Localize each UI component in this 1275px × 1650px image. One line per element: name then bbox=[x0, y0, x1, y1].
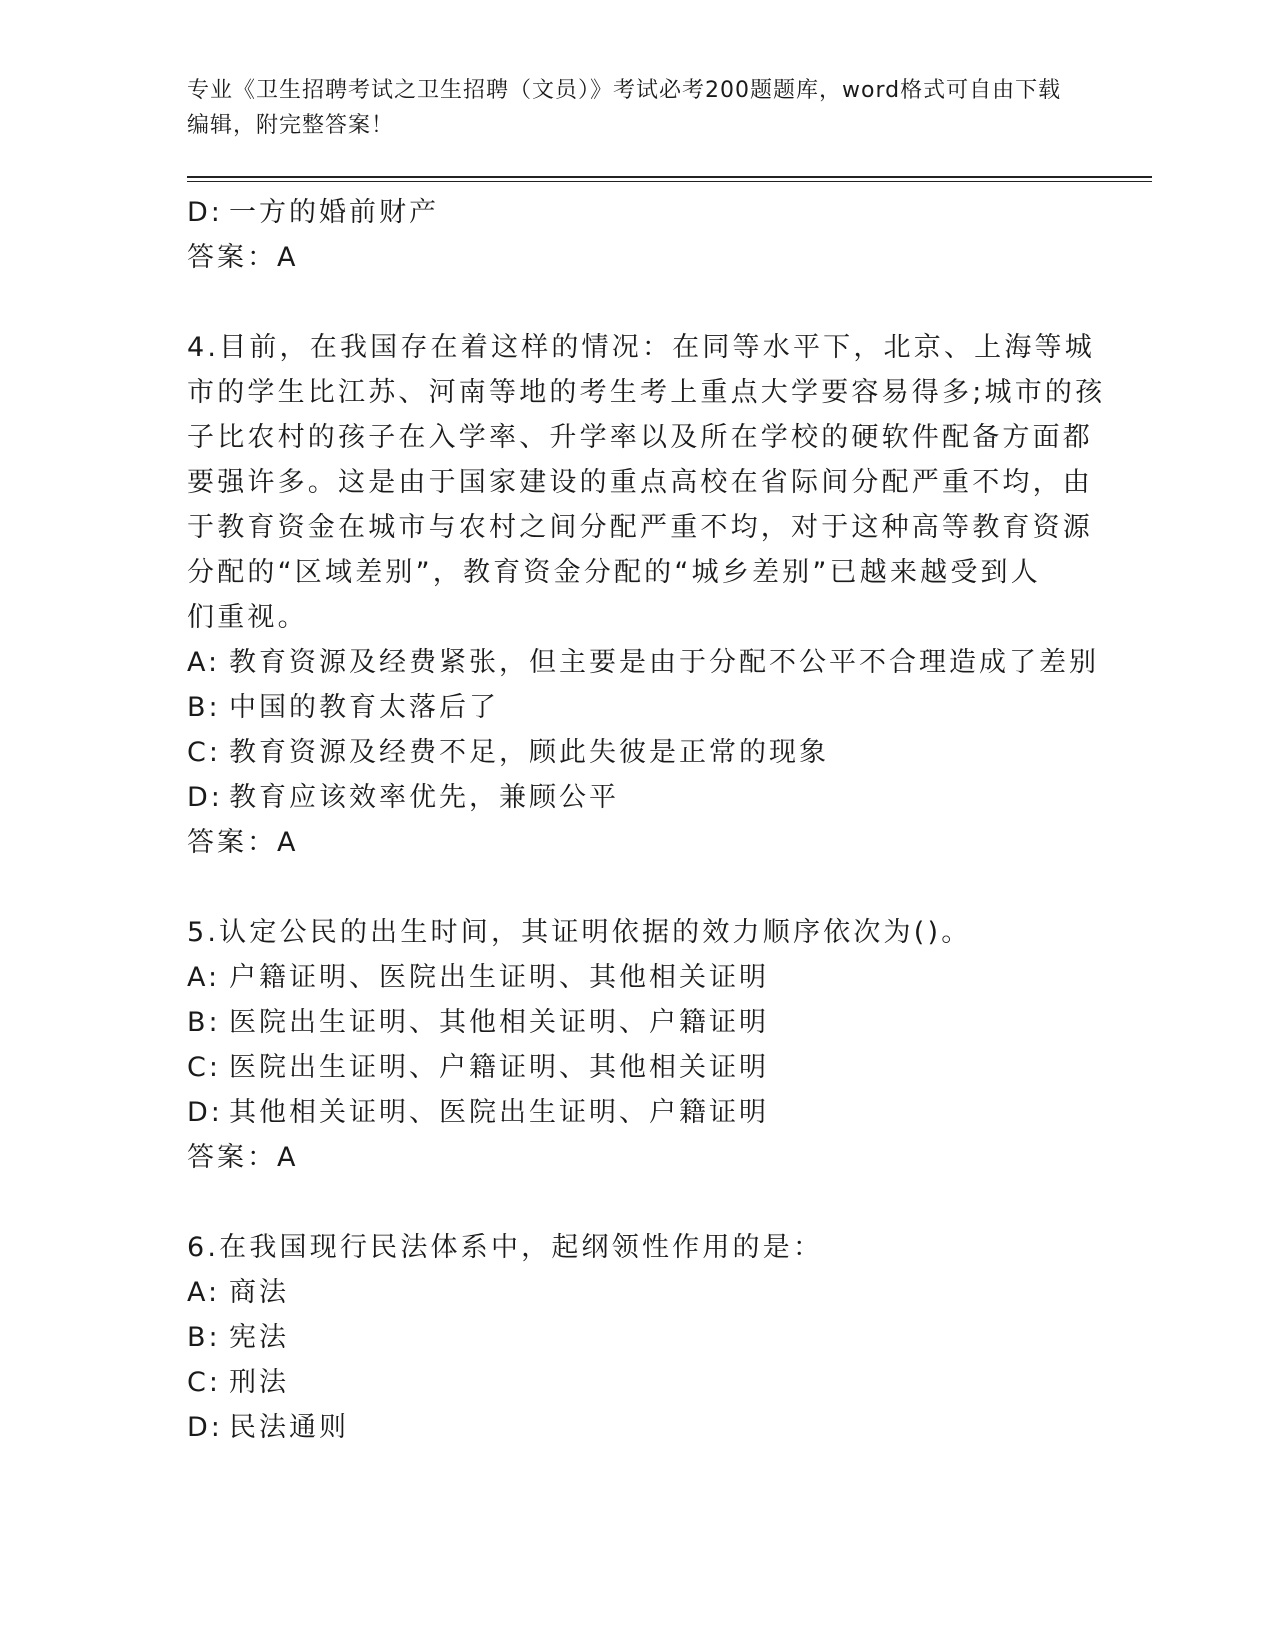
option-letter: B: bbox=[187, 1007, 221, 1038]
option-a bbox=[187, 640, 1099, 685]
option-d bbox=[187, 775, 1087, 820]
option-a bbox=[187, 1270, 1087, 1315]
option-b bbox=[187, 1000, 1087, 1045]
header-divider bbox=[187, 176, 1152, 178]
stem-line: 6.在我国现行民法体系中，起纲领性作用的是： bbox=[187, 1232, 824, 1263]
option-text: 其他相关证明、医院出生证明、户籍证明 bbox=[229, 1097, 769, 1128]
option-letter: C: bbox=[187, 737, 221, 768]
stem-line: 5.认定公民的出生时间，其证明依据的效力顺序依次为()。 bbox=[187, 917, 972, 948]
option-letter: A: bbox=[187, 1277, 221, 1308]
stem-line: 于教育资金在城市与农村之间分配严重不均，对于这种高等教育资源 bbox=[187, 512, 1093, 543]
option-text: 教育资源及经费紧张，但主要是由于分配不公平不合理造成了差别 bbox=[229, 647, 1099, 678]
option-letter: D: bbox=[187, 1412, 223, 1443]
stem-line: 要强许多。这是由于国家建设的重点高校在省际间分配严重不均，由 bbox=[187, 467, 1093, 498]
stem-line: 4.目前，在我国存在着这样的情况：在同等水平下，北京、上海等城 bbox=[187, 332, 1095, 363]
question-5 bbox=[187, 910, 1087, 1180]
option-text: 教育应该效率优先，兼顾公平 bbox=[229, 782, 619, 813]
option-a bbox=[187, 955, 1087, 1000]
option-d bbox=[187, 1090, 1087, 1135]
question-content bbox=[187, 190, 1106, 1450]
stem-line: 子比农村的孩子在入学率、升学率以及所在学校的硬软件配备方面都 bbox=[187, 422, 1093, 453]
prev-question bbox=[187, 190, 1087, 280]
option-b bbox=[187, 1315, 1087, 1360]
option-text: 刑法 bbox=[229, 1367, 289, 1398]
option-letter: B: bbox=[187, 1322, 221, 1353]
option-text: 宪法 bbox=[229, 1322, 289, 1353]
option-letter: C: bbox=[187, 1367, 221, 1398]
question-6 bbox=[187, 1225, 1087, 1450]
question-stem bbox=[187, 910, 1087, 955]
option-d bbox=[187, 190, 1087, 235]
answer: 答案：A bbox=[187, 1142, 299, 1173]
option-text: 户籍证明、医院出生证明、其他相关证明 bbox=[229, 962, 769, 993]
question-4 bbox=[187, 325, 1106, 865]
question-stem bbox=[187, 1225, 1087, 1270]
option-letter: B: bbox=[187, 692, 221, 723]
question-stem bbox=[187, 325, 1106, 640]
option-d bbox=[187, 1405, 1087, 1450]
answer: 答案：A bbox=[187, 242, 299, 273]
document-header: 专业《卫生招聘考试之卫生招聘（文员）》考试必考200题题库，word格式可自由下载编辑，附完整答案！ bbox=[187, 78, 1062, 138]
option-text: 医院出生证明、户籍证明、其他相关证明 bbox=[229, 1052, 769, 1083]
option-c bbox=[187, 1360, 1087, 1405]
option-c bbox=[187, 1045, 1087, 1090]
option-text: 教育资源及经费不足，顾此失彼是正常的现象 bbox=[229, 737, 829, 768]
answer: 答案：A bbox=[187, 827, 299, 858]
option-text: 一方的婚前财产 bbox=[229, 197, 439, 228]
option-b bbox=[187, 685, 1087, 730]
stem-line: 市的学生比江苏、河南等地的考生考上重点大学要容易得多;城市的孩 bbox=[187, 377, 1106, 408]
option-text: 商法 bbox=[229, 1277, 289, 1308]
option-text: 民法通则 bbox=[229, 1412, 349, 1443]
option-text: 中国的教育太落后了 bbox=[229, 692, 499, 723]
stem-line: 分配的“区域差别”，教育资金分配的“城乡差别”已越来越受到人 bbox=[187, 557, 1041, 588]
option-c bbox=[187, 730, 1087, 775]
option-letter: C: bbox=[187, 1052, 221, 1083]
option-letter: D: bbox=[187, 782, 223, 813]
option-letter: A: bbox=[187, 962, 221, 993]
option-letter: D: bbox=[187, 1097, 223, 1128]
option-letter: A: bbox=[187, 647, 221, 678]
option-letter: D: bbox=[187, 197, 223, 228]
option-text: 医院出生证明、其他相关证明、户籍证明 bbox=[229, 1007, 769, 1038]
header-divider-thin bbox=[187, 181, 1152, 182]
stem-line: 们重视。 bbox=[187, 602, 308, 633]
